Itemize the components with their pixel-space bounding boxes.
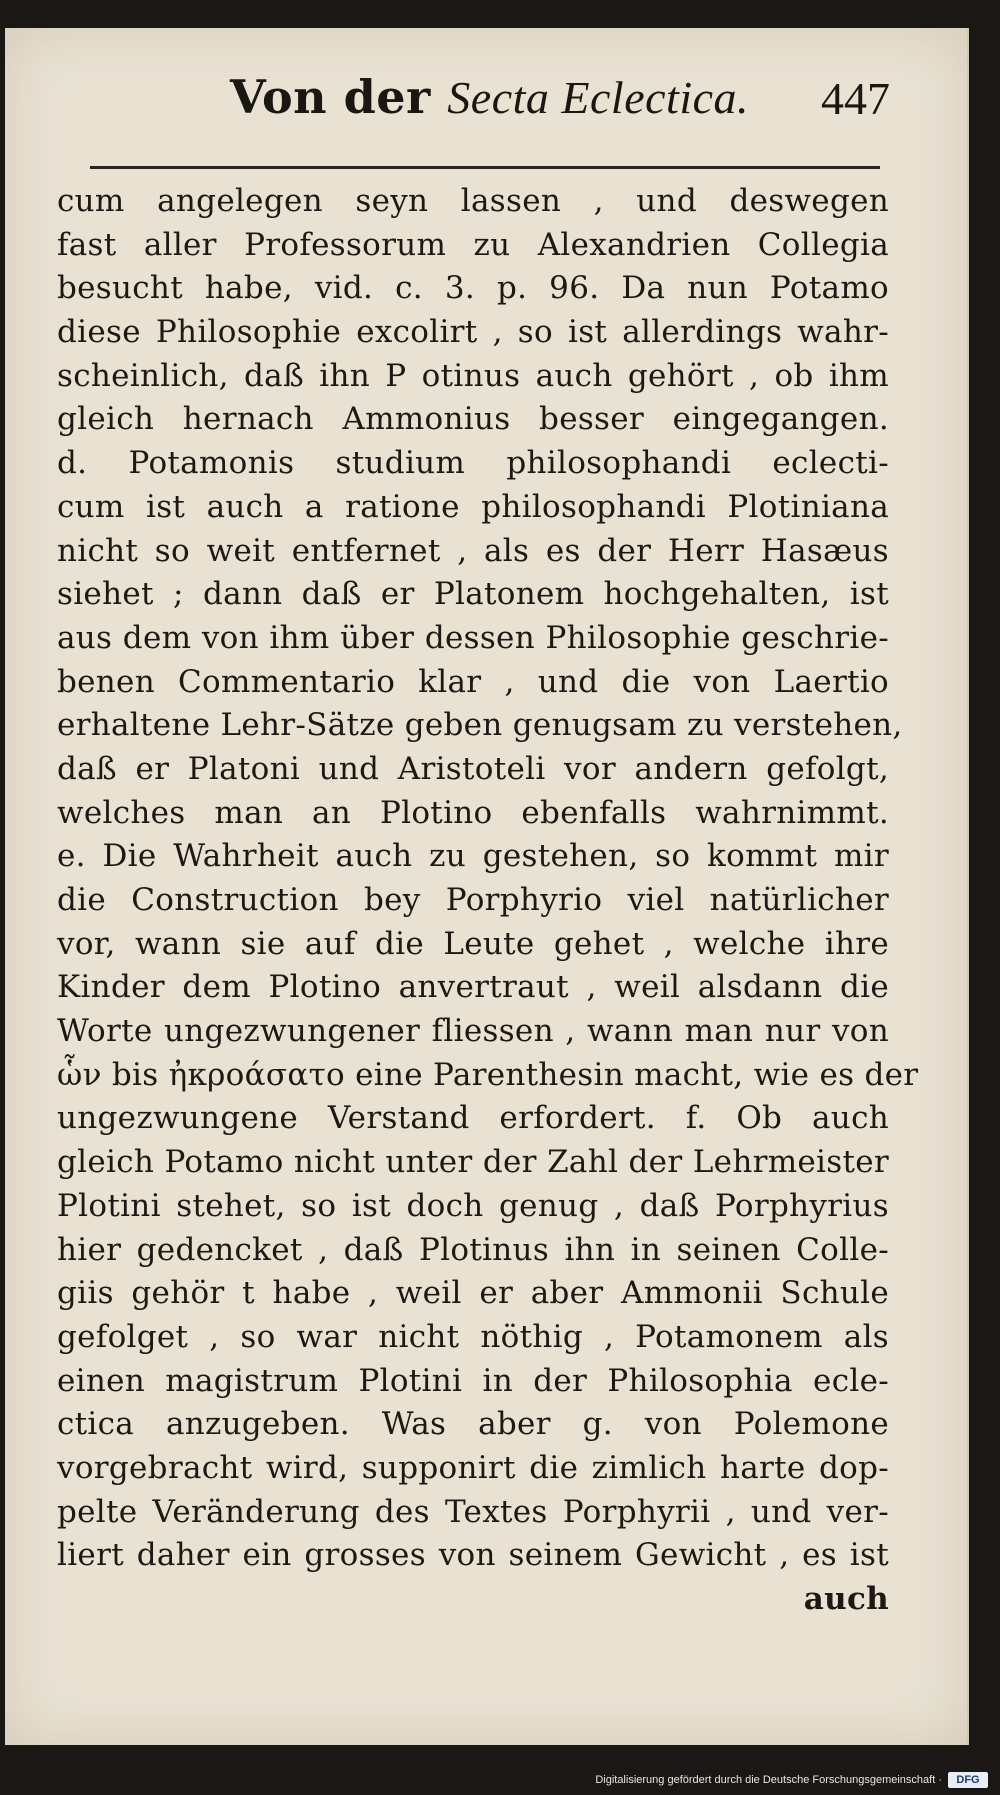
text-line: Worte ungezwungener fliessen , wann man nur von — [57, 1013, 889, 1050]
text-line: d. Potamonis studium philosophandi eclecti- — [57, 445, 889, 482]
text-line: gleich Potamo nicht unter der Zahl der Lehrmeister — [57, 1144, 889, 1181]
digitization-credit: Digitalisierung gefördert durch die Deutsche Forschungsgemeinschaft · — [595, 1774, 942, 1786]
text-line: Plotini stehet, so ist doch genug , daß Porphyrius — [57, 1187, 889, 1224]
text-line: vor, wann sie auf die Leute gehet , welche ihre — [57, 925, 889, 962]
text-line: siehet ; dann daß er Platonem hochgehalten, ist — [57, 576, 889, 613]
text-line: vorgebracht wird, supponirt die zimlich harte dop- — [57, 1449, 889, 1486]
text-line: benen Commentario klar , und die von Laertio — [57, 663, 889, 700]
text-line: scheinlich, daß ihn P otinus auch gehört , ob ihm — [57, 357, 889, 394]
text-line: einen magistrum Plotini in der Philosophia ecle- — [57, 1362, 889, 1399]
page-header — [230, 70, 890, 140]
running-head-german: Von der — [230, 70, 448, 124]
text-line: gleich hernach Ammonius besser eingegangen. — [57, 401, 889, 438]
text-line: ὧν bis ἠκροάσατο eine Parenthesin macht, wie es der — [57, 1056, 919, 1093]
page-number: 447 — [821, 73, 890, 124]
text-line: besucht habe, vid. c. 3. p. 96. Da nun Potamo — [57, 270, 889, 307]
text-line: erhaltene Lehr-Sätze geben genugsam zu verstehen, — [57, 707, 903, 744]
text-line: pelte Veränderung des Textes Porphyrii , und ver- — [57, 1493, 889, 1530]
text-line: daß er Platoni und Aristoteli vor andern gefolgt, — [57, 750, 889, 787]
text-line: ctica anzugeben. Was aber g. von Polemone — [57, 1406, 889, 1443]
running-head — [230, 70, 749, 124]
text-line: cum ist auch a ratione philosophandi Plotiniana — [57, 488, 889, 525]
text-line: gefolget , so war nicht nöthig , Potamonem als — [57, 1318, 889, 1355]
text-line: ungezwungene Verstand erfordert. f. Ob auch — [57, 1100, 889, 1137]
text-line: e. Die Wahrheit auch zu gestehen, so kommt mir — [57, 838, 889, 875]
text-line: die Construction bey Porphyrio viel natürlicher — [57, 882, 889, 918]
text-line: liert daher ein grosses von seinem Gewicht , es ist — [57, 1537, 889, 1574]
text-line: nicht so weit entfernet , als es der Herr Hasæus — [57, 532, 889, 569]
body-text — [57, 180, 919, 1622]
book-page — [5, 28, 969, 1745]
text-line: welches man an Plotino ebenfalls wahrnimmt. — [57, 794, 889, 831]
text-line: cum angelegen seyn lassen , und deswegen — [57, 183, 889, 219]
text-line: hier gedencket , daß Plotinus ihn in seinen Colle- — [57, 1231, 889, 1268]
header-rule — [90, 166, 880, 169]
text-line: fast aller Professorum zu Alexandrien Collegia — [57, 226, 889, 263]
running-head-latin: Secta Eclectica. — [447, 72, 750, 123]
text-line: diese Philosophie excolirt , so ist allerdings wahr- — [57, 314, 889, 351]
dfg-logo: DFG — [948, 1772, 988, 1788]
text-line: giis gehör t habe , weil er aber Ammonii Schule — [57, 1275, 889, 1312]
catchword: auch — [803, 1581, 889, 1617]
text-line: Kinder dem Plotino anvertraut , weil alsdann die — [57, 969, 889, 1006]
text-line: aus dem von ihm über dessen Philosophie geschrie- — [57, 619, 889, 656]
